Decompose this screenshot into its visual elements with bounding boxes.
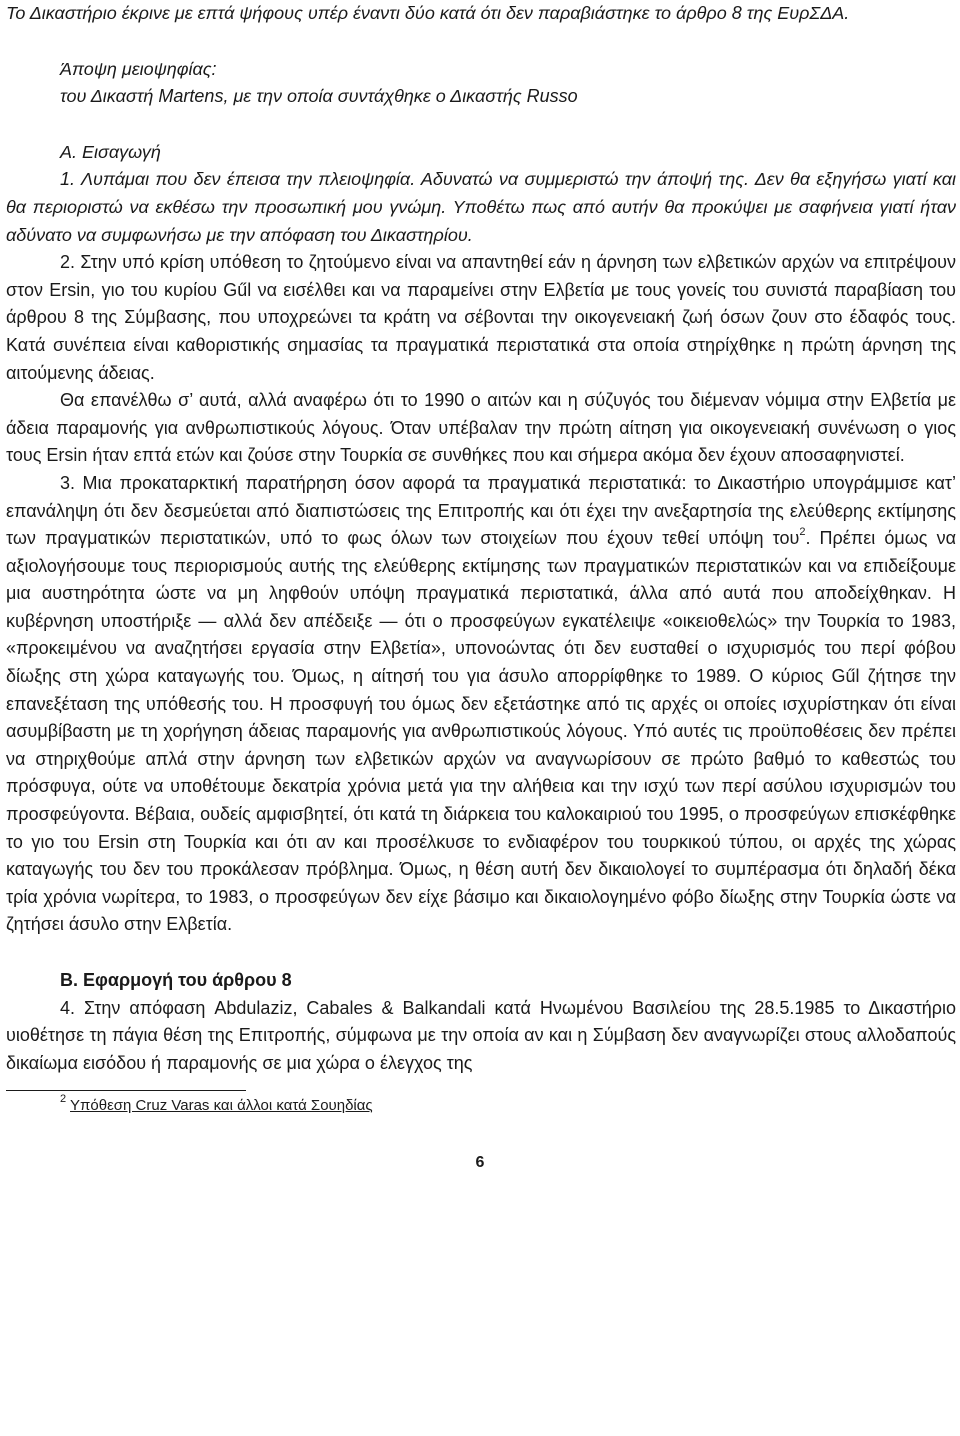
paragraph-4	[6, 470, 956, 939]
footnote-separator	[6, 1090, 246, 1091]
footnote	[60, 1093, 373, 1116]
document-page	[6, 0, 956, 1077]
paragraph-3: Θα επανέλθω σ’ αυτά, αλλά αναφέρω ότι το 1990 ο αιτών και η σύζυγός του διέμεναν νόμιμα στην Ελβετία με άδεια παραμονής για ανθρωπιστικούς λόγους. Όταν υπέβαλαν την πρώτη αίτηση για οικογενειακή συνένωση ο γιος τους Ersin ήταν επτά ετών και ζούσε στην Τουρκία σε συνθήκες που και σήμερα ακόμα δεν έχουν αποσαφηνιστεί.	[6, 390, 956, 466]
footnote-link[interactable]: Υπόθεση Cruz Varas και άλλοι κατά Σουηδίας	[70, 1097, 373, 1114]
spacer	[6, 939, 956, 967]
spacer	[6, 111, 956, 139]
section-a-heading: Α. Εισαγωγή	[60, 141, 161, 162]
page-number: 6	[475, 1154, 485, 1171]
paragraph-2: 2. Στην υπό κρίση υπόθεση το ζητούμενο είναι να απαντηθεί εάν η άρνηση των ελβετικών αρχών να επιτρέψουν στον Ersin, γιο του κυρίου Gűl να εισέλθει και να παραμείνει στην Ελβετία με τους γονείς του συνιστά παραβίαση του άρθρου 8 της Σύμβασης, που υποχρεώνει τα κράτη να σέβονται την οικογενειακή ζωή όσων ζουν στο έδαφός τους. Κατά συνέπεια είναι καθοριστικής σημασίας τα πραγματικά περιστατικά στα οποία στηρίχθηκε η πρώτη άρνηση της αιτούμενης άδειας.	[6, 252, 956, 383]
minority-title: Άποψη μειοψηφίας:	[60, 58, 217, 79]
paragraph-5: 4. Στην απόφαση Abdulaziz, Cabales & Balkandali κατά Ηνωμένου Βασιλείου της 28.5.1985 το Δικαστήριο υιοθέτησε τη πάγια θέση της Επιτροπής, σύμφωνα με την οποία αν και η Σύμβαση δεν αναγνωρίζει στους αλλοδαπούς δικαίωμα εισόδου ή παραμονής σε μια χώρα ο έλεγχος της	[6, 997, 956, 1073]
intro-paragraph: Το Δικαστήριο έκρινε με επτά ψήφους υπέρ έναντι δύο κατά ότι δεν παραβιάστηκε το άρθρο 8 της ΕυρΣΔΑ.	[6, 3, 850, 23]
spacer	[6, 28, 956, 56]
paragraph-1: 1. Λυπάμαι που δεν έπεισα την πλειοψηφία. Αδυνατώ να συμμεριστώ την άποψή της. Δεν θα εξηγήσω γιατί και θα περιοριστώ να εκθέσω την προσωπική μου γνώμη. Υποθέτω πως από αυτήν θα προκύψει με σαφήνεια γιατί ήταν αδύνατο να συμφωνήσω με την απόφαση του Δικαστηρίου.	[6, 169, 956, 245]
section-b-heading: Β. Εφαρμογή του άρθρου 8	[60, 970, 292, 990]
footnote-reference[interactable]: 2	[799, 526, 806, 539]
paragraph-4-part-1: 3. Μια προκαταρκτική παρατήρηση όσον αφορά τα πραγματικά περιστατικά: το Δικαστήριο υπογράμμισε κατ’ επανάληψη ότι δεν δεσμεύεται από διαπιστώσεις της Επιτροπής και ότι έχει την ανεξαρτησία της ελεύθερης εκτίμησης των πραγματικών περιστατικών, υπό το φως όλων των στοιχείων που έχουν τεθεί υπόψη του	[6, 472, 956, 549]
minority-subtitle: του Δικαστή Martens, με την οποία συντάχθηκε ο Δικαστής Russo	[60, 86, 578, 107]
paragraph-4-part-2: . Πρέπει όμως να αξιολογήσουμε τους περιορισμούς αυτής της ελεύθερης εκτίμησης των πραγματικών περιστατικών και να επιδείξουμε μια αυστηρότητα ώστε να μη ληφθούν υπόψη πραγματικά περιστατικά, άλλα από αυτά που αποδείχθηκαν. Η κυβέρνηση υποστήριξε — αλλά δεν απέδειξε — ότι ο προσφεύγων εγκατέλειψε «οικειοθελώς» την Τουρκία το 1983, «προκειμένου να αναζητήσει εργασία στην Ελβετία», υπονοώντας ότι δεν ευσταθεί ο ισχυρισμός του περί φόβου δίωξης στη χώρα καταγωγής του. Όμως, η αίτησή του για άσυλο απορρίφθηκε το 1989. Ο κύριος Gűl ζήτησε την επανεξέταση της υπόθεσής του. Η προσφυγή του όμως δεν εξετάστηκε από τις αρχές οι οποίες ισχυρίστηκαν ότι είναι ασυμβίβαστη με τη χορήγηση άδειας παραμονής για ανθρωπιστικούς λόγους. Υπό αυτές τις προϋποθέσεις δεν πρέπει να στηριχθούμε απλά στην άρνηση των ελβετικών αρχών να αναγνωρίσουν σε πρώτο βαθμό το καθεστώς του πρόσφυγα, ούτε να υποθέτουμε δεκατρία χρόνια μετά για την αλήθεια και την ισχύ των περί ασύλου ισχυρισμών του προσφεύγοντα. Βέβαια, ουδείς αμφισβητεί, ότι κατά τη διάρκεια του καλοκαιριού του 1995, ο προσφεύγων επισκέφθηκε το γιο του Ersin στη Τουρκία και ότι αν και προσέλκυσε το ενδιαφέρον του τουρκικού τύπου, οι αρχές της χώρας καταγωγής του δεν του προκάλεσαν πρόβλημα. Όμως, η θέση αυτή δεν δικαιολογεί το συμπέρασμα ότι δηλαδή δέκα τρία χρόνια νωρίτερα, το 1983, ο προσφεύγων δεν είχε βάσιμο και δικαιολογημένο φόβο δίωξης στην Τουρκία ώστε να ζητήσει άσυλο στην Ελβετία.	[6, 528, 956, 935]
footnote-marker: 2	[60, 1093, 67, 1105]
